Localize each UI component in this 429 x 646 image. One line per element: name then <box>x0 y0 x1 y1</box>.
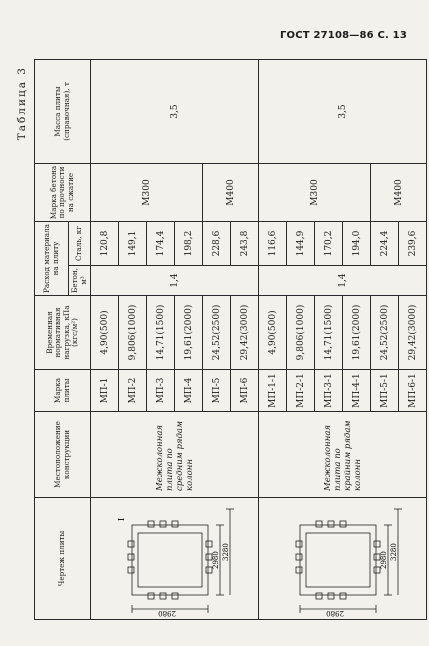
load-cell: 19,61(2000) <box>343 296 371 370</box>
col-mass: Масса плиты (справочная), т <box>35 60 91 164</box>
table-row <box>91 60 119 620</box>
mark-cell: МП-2 <box>119 370 147 412</box>
mark-cell: МП-5-1 <box>371 370 399 412</box>
mark-cell: МП-1-1 <box>259 370 287 412</box>
page-header: ГОСТ 27108—86 С. 13 <box>279 30 407 41</box>
steel-cell: 194,0 <box>343 222 371 266</box>
rotated-table-page <box>16 60 418 620</box>
mass-cell: 3,5 <box>259 60 427 164</box>
data-table <box>34 59 427 620</box>
strength-cell: М300 <box>91 164 203 222</box>
dim-h1: 2980 <box>380 551 388 570</box>
mark-cell: МП-3-1 <box>315 370 343 412</box>
load-cell: 19,61(2000) <box>175 296 203 370</box>
dim-h1: 2980 <box>212 551 220 570</box>
col-concrete: Бетон, м³ <box>69 266 91 296</box>
mark-cell: МП-4 <box>175 370 203 412</box>
col-strength: Марка бетона по прочности на сжатие <box>35 164 91 222</box>
table-row <box>259 60 287 620</box>
steel-cell: 239,6 <box>399 222 427 266</box>
dim-top: 2980 <box>326 609 344 618</box>
mark-cell: МП-5 <box>203 370 231 412</box>
plate-drawing-1 <box>266 500 416 618</box>
strength-cell: М400 <box>371 164 427 222</box>
steel-cell: 116,6 <box>259 222 287 266</box>
table-caption: Таблица 3 <box>16 66 28 141</box>
col-mark: Марка плиты <box>35 370 91 412</box>
mass-cell: 3,5 <box>91 60 259 164</box>
mark-cell: МП-3 <box>147 370 175 412</box>
col-drawing: Чертеж плиты <box>35 498 91 620</box>
steel-cell: 174,4 <box>147 222 175 266</box>
mark-cell: МП-4-1 <box>343 370 371 412</box>
location-cell: Межколонная плита по крайним рядам колонн <box>259 412 427 498</box>
concrete-cell: 1,4 <box>259 266 427 296</box>
steel-cell: 144,9 <box>287 222 315 266</box>
load-cell: 24,52(2500) <box>203 296 231 370</box>
drawing-cell <box>91 498 259 620</box>
strength-cell: М400 <box>203 164 259 222</box>
load-cell: 24,52(2500) <box>371 296 399 370</box>
load-cell: 9,806(1000) <box>287 296 315 370</box>
load-cell: 4,90(500) <box>259 296 287 370</box>
concrete-cell: 1,4 <box>91 266 259 296</box>
steel-cell: 198,2 <box>175 222 203 266</box>
section-mark: I <box>117 518 126 522</box>
steel-cell: 224,4 <box>371 222 399 266</box>
mark-cell: МП-1 <box>91 370 119 412</box>
steel-cell: 120,8 <box>91 222 119 266</box>
mark-cell: МП-6-1 <box>399 370 427 412</box>
steel-cell: 170,2 <box>315 222 343 266</box>
col-consumption: Расход материала на плиту <box>35 222 69 296</box>
mark-cell: МП-6 <box>231 370 259 412</box>
load-cell: 14,71(1500) <box>147 296 175 370</box>
dim-h2: 3280 <box>222 543 230 562</box>
load-cell: 9,806(1000) <box>119 296 147 370</box>
load-cell: 29,42(3000) <box>231 296 259 370</box>
col-steel: Сталь, кг <box>69 222 91 266</box>
dim-h2: 3280 <box>390 543 398 562</box>
load-cell: 29,42(3000) <box>399 296 427 370</box>
plate-drawing-0 <box>98 500 248 618</box>
steel-cell: 228,6 <box>203 222 231 266</box>
load-cell: 14,71(1500) <box>315 296 343 370</box>
col-location: Местоположение конструкции <box>35 412 91 498</box>
steel-cell: 149,1 <box>119 222 147 266</box>
steel-cell: 243,8 <box>231 222 259 266</box>
load-cell: 4,90(500) <box>91 296 119 370</box>
dim-top: 2980 <box>158 609 176 618</box>
mark-cell: МП-2-1 <box>287 370 315 412</box>
strength-cell: М300 <box>259 164 371 222</box>
drawing-cell <box>259 498 427 620</box>
location-cell: Межколонная плита по средним рядам колонн <box>91 412 259 498</box>
col-load: Временная нормативная нагрузка, кПа (кгс/м²) <box>35 296 91 370</box>
